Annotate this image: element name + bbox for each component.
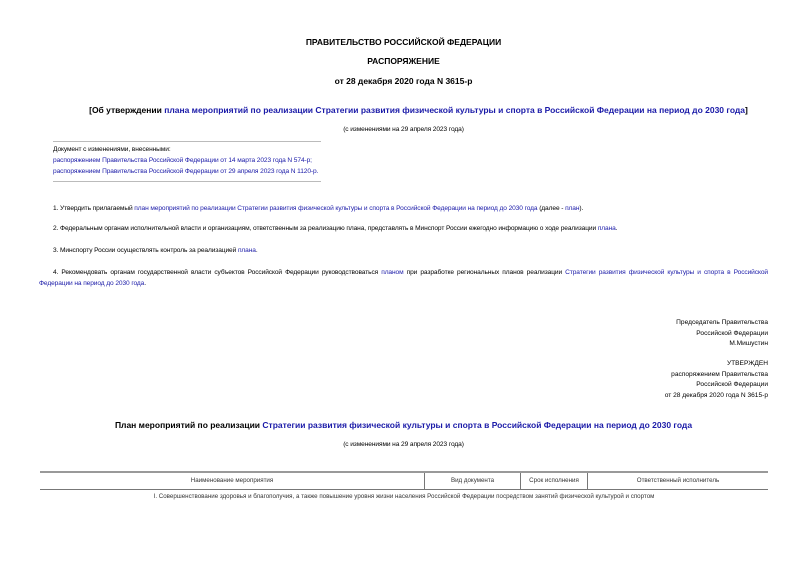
signature-title: Председатель Правительства [676, 319, 768, 326]
amendments-block [53, 144, 318, 177]
amendment-link[interactable]: распоряжением Правительства Российской Федерации от 14 марта 2023 года N 574-р; [53, 157, 312, 164]
signature-block [676, 318, 768, 350]
text: . [255, 247, 258, 254]
plan-table [40, 471, 768, 503]
approval-line: от 28 декабря 2020 года N 3615-р [664, 391, 768, 399]
title-prefix: [Об утверждении [89, 105, 165, 115]
signature-title: Российской Федерации [696, 329, 768, 337]
text: при разработке региональных планов реализации [403, 269, 566, 276]
amendment-link[interactable]: распоряжением Правительства Российской Федерации от 29 апреля 2023 года N 1120-р. [53, 168, 319, 175]
government-heading: ПРАВИТЕЛЬСТВО РОССИЙСКОЙ ФЕДЕРАЦИИ [305, 37, 502, 47]
plan-link[interactable]: планом [381, 269, 404, 276]
section-heading: I. Совершенствование здоровья и благополучия, а также повышение уровня жизни населения Российской Федерации посредством занятий физической культурой и спортом [153, 493, 655, 500]
amendments-heading: Документ с изменениями, внесенными: [53, 146, 171, 153]
text: 1. Утвердить прилагаемый [53, 205, 135, 212]
col-header: Срок исполнения [521, 472, 588, 490]
col-header: Наименование мероприятия [40, 472, 425, 490]
paragraph-1 [53, 205, 583, 212]
text: . [144, 280, 146, 287]
approval-line: УТВЕРЖДЕН [726, 360, 768, 367]
plan-link[interactable]: план [565, 205, 580, 212]
strategy-link[interactable]: Стратегии развития физической культуры и спорта в Российской Федерации на период до 2030 года [39, 269, 768, 287]
plan-link[interactable]: плана [237, 247, 256, 254]
title-link[interactable]: плана мероприятий по реализации Стратегии развития физической культуры и спорта в Российской Федерации на период до 2030 года [164, 105, 746, 115]
strategy-link[interactable]: Стратегии развития физической культуры и спорта в Российской Федерации на период до 2030 года [262, 420, 693, 430]
table-header-row [40, 472, 768, 490]
paragraph-3 [53, 247, 258, 254]
plan-title [0, 420, 807, 430]
doc-date-number: от 28 декабря 2020 года N 3615-р [334, 76, 473, 86]
changes-note: (с изменениями на 29 апреля 2023 года) [343, 126, 464, 133]
text: ). [579, 205, 584, 212]
plan-link[interactable]: план мероприятий по реализации Стратегии развития физической культуры и спорта в Российской Федерации на период до 2030 года [134, 205, 538, 212]
divider [53, 181, 321, 182]
doc-type: РАСПОРЯЖЕНИЕ [367, 56, 440, 66]
table-row [40, 490, 768, 504]
signatory-name: М.Мишустин [729, 340, 768, 347]
approval-block [665, 359, 768, 401]
plan-changes-note: (с изменениями на 29 апреля 2023 года) [343, 441, 464, 448]
col-header: Ответственный исполнитель [588, 472, 769, 490]
divider [53, 141, 321, 142]
approval-line: распоряжением Правительства [671, 370, 768, 378]
text: 3. Минспорту России осуществлять контроль за реализацией [53, 247, 238, 254]
text: . [615, 225, 618, 232]
title-suffix: ] [745, 105, 748, 115]
text: 4. Рекомендовать органам государственной власти субъектов Российской Федерации руководствоваться [53, 269, 382, 276]
paragraph-2 [53, 225, 617, 232]
col-header: Вид документа [425, 472, 521, 490]
doc-title [15, 105, 807, 115]
text: (далее - [537, 205, 566, 212]
text: План мероприятий по реализации [114, 420, 263, 430]
approval-line: Российской Федерации [696, 381, 768, 388]
paragraph-4 [39, 267, 768, 289]
plan-link[interactable]: плана [597, 225, 616, 232]
text: 2. Федеральным органам исполнительной власти и организациям, ответственным за реализацию плана, представлять в Минспорт России ежегодно информацию о ходе реализации [53, 225, 598, 232]
